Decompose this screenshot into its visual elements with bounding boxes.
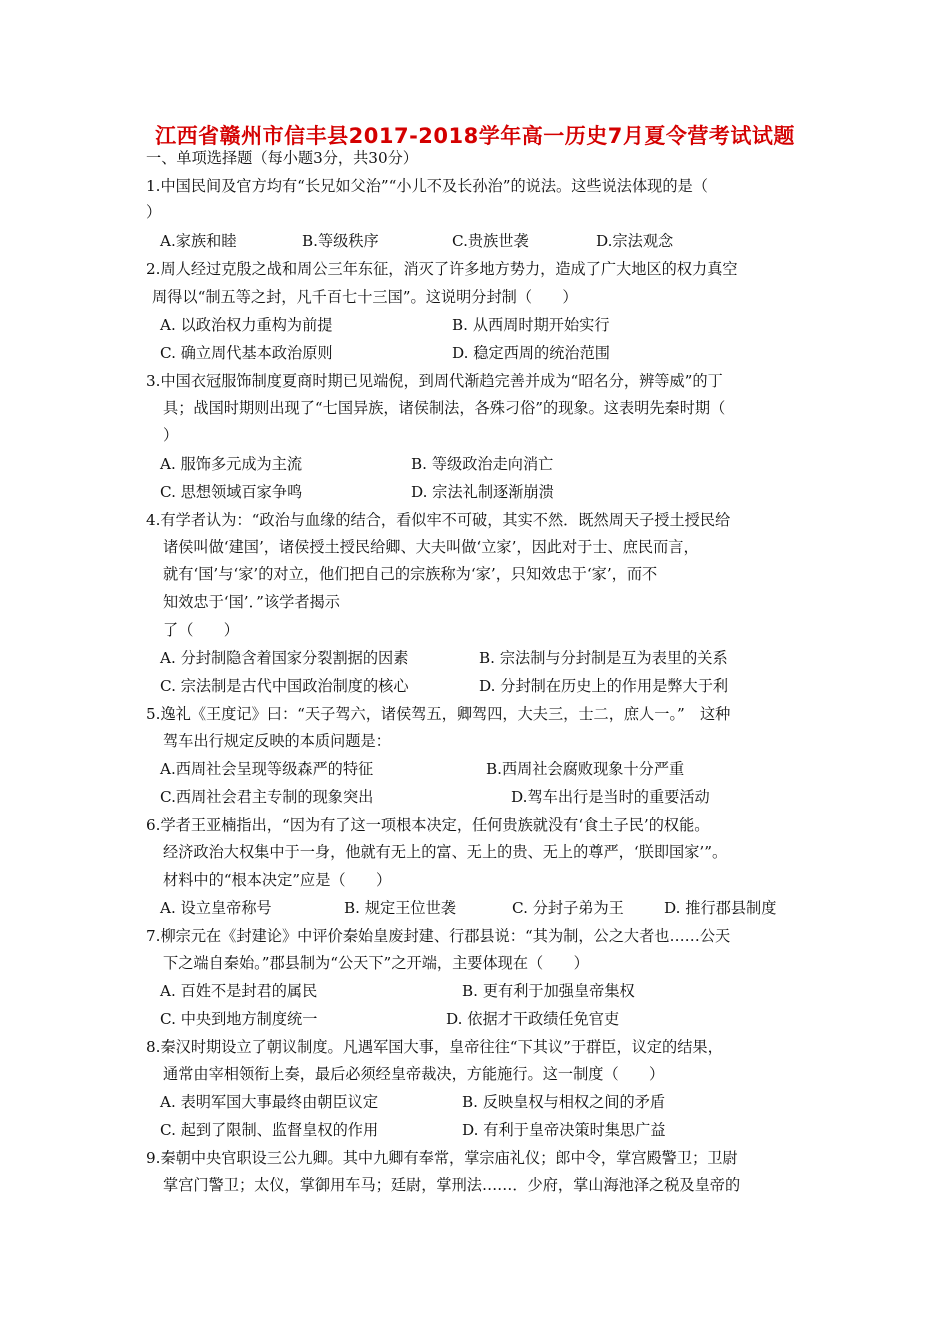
question-8-line-2: 通常由宰相领衔上奏，最后必须经皇帝裁决，方能施行。这一制度（ ） xyxy=(163,1065,665,1083)
question-7-line-1: 7.柳宗元在《封建论》中评价秦始皇废封建、行郡县说：“其为制，公之大者也……公天 xyxy=(146,927,731,945)
question-4-line-5: 了（ ） xyxy=(163,621,239,639)
section-heading: 一、单项选择题（每小题3分，共30分） xyxy=(146,149,418,167)
q8-option-a: A. 表明军国大事最终由朝臣议定 xyxy=(160,1093,379,1111)
question-4-line-3: 就有‘国’与‘家’的对立，他们把自己的宗族称为‘家’，只知效忠于‘家’，而不 xyxy=(163,565,658,583)
q2-option-d: D. 稳定西周的统治范围 xyxy=(452,344,610,362)
q3-option-d: D. 宗法礼制逐渐崩溃 xyxy=(411,483,554,501)
question-9-line-2: 掌宫门警卫；太仪，掌御用车马；廷尉，掌刑法……．少府，掌山海池泽之税及皇帝的 xyxy=(163,1176,741,1194)
question-4-line-2: 诸侯叫做‘建国’，诸侯授土授民给卿、大夫叫做‘立家’，因此对于士、庶民而言， xyxy=(163,538,699,556)
q5-option-c: C.西周社会君主专制的现象突出 xyxy=(160,788,374,806)
question-6-line-1: 6.学者王亚楠指出，“因为有了这一项根本决定，任何贵族就没有‘食土子民’的权能。 xyxy=(146,816,710,834)
q4-option-c: C. 宗法制是古代中国政治制度的核心 xyxy=(160,677,409,695)
question-3-line-1: 3.中国衣冠服饰制度夏商时期已见端倪，到周代渐趋完善并成为“昭名分，辨等威”的丁 xyxy=(146,372,723,390)
q4-option-a: A. 分封制隐含着国家分裂割据的因素 xyxy=(160,649,409,667)
question-6-line-3: 材料中的“根本决定”应是（ ） xyxy=(163,871,392,889)
q7-option-c: C. 中央到地方制度统一 xyxy=(160,1010,318,1028)
q1-option-b: B.等级秩序 xyxy=(302,232,379,250)
q8-option-b: B. 反映皇权与相权之间的矛盾 xyxy=(462,1093,666,1111)
question-4-line-4: 知效忠于‘国’．”该学者揭示 xyxy=(163,593,340,611)
q2-option-c: C. 确立周代基本政治原则 xyxy=(160,344,333,362)
q3-option-a: A. 服饰多元成为主流 xyxy=(160,455,303,473)
q6-option-d: D. 推行郡县制度 xyxy=(664,899,777,917)
q7-option-b: B. 更有利于加强皇帝集权 xyxy=(462,982,635,1000)
question-3-line-3: ） xyxy=(163,426,179,444)
question-7-line-2: 下之端自秦始。”郡县制为“公天下”之开端，主要体现在（ ） xyxy=(163,954,589,972)
q8-option-c: C. 起到了限制、监督皇权的作用 xyxy=(160,1121,379,1139)
q5-option-a: A.西周社会呈现等级森严的特征 xyxy=(160,760,374,778)
q1-option-a: A.家族和睦 xyxy=(160,232,237,250)
q3-option-c: C. 思想领域百家争鸣 xyxy=(160,483,303,501)
q5-option-b: B.西周社会腐败现象十分严重 xyxy=(486,760,685,778)
q1-option-d: D.宗法观念 xyxy=(596,232,674,250)
question-1-line-2: ） xyxy=(146,203,162,221)
q7-option-d: D. 依据才干政绩任免官吏 xyxy=(446,1010,620,1028)
question-9-line-1: 9.秦朝中央官职设三公九卿。其中九卿有奉常，掌宗庙礼仪；郎中令，掌宫殿警卫；卫尉 xyxy=(146,1149,738,1167)
q4-option-b: B. 宗法制与分封制是互为表里的关系 xyxy=(479,649,728,667)
question-8-line-1: 8.秦汉时期设立了朝议制度。凡遇军国大事，皇帝往往“下其议”于群臣，议定的结果， xyxy=(146,1038,723,1056)
question-3-line-2: 具；战国时期则出现了“七国异族，诸侯制法，各殊刁俗”的现象。这表明先秦时期（ xyxy=(163,399,726,417)
q1-option-c: C.贵族世袭 xyxy=(452,232,529,250)
question-4-line-1: 4.有学者认为：“政治与血缘的结合，看似牢不可破，其实不然．既然周天子授土授民给 xyxy=(146,511,731,529)
question-1-line-1: 1.中国民间及官方均有“长兄如父治”“小儿不及长孙治”的说法。这些说法体现的是（ xyxy=(146,177,708,195)
q8-option-d: D. 有利于皇帝决策时集思广益 xyxy=(462,1121,666,1139)
q7-option-a: A. 百姓不是封君的属民 xyxy=(160,982,318,1000)
q2-option-b: B. 从西周时期开始实行 xyxy=(452,316,610,334)
q6-option-c: C. 分封子弟为王 xyxy=(512,899,624,917)
question-5-line-1: 5.逸礼《王度记》曰：“天子驾六，诸侯驾五，卿驾四，大夫三，士二，庶人一。” 这种 xyxy=(146,705,731,723)
q2-option-a: A. 以政治权力重构为前提 xyxy=(160,316,333,334)
question-5-line-2: 驾车出行规定反映的本质问题是： xyxy=(163,732,391,750)
q6-option-b: B. 规定王位世袭 xyxy=(344,899,456,917)
q4-option-d: D. 分封制在历史上的作用是弊大于利 xyxy=(479,677,729,695)
question-2-line-2: 周得以“制五等之封，凡千百七十三国”。这说明分封制（ ） xyxy=(152,288,578,306)
exam-title: 江西省赣州市信丰县2017-2018学年高一历史7月夏令营考试试题 xyxy=(155,124,795,148)
q5-option-d: D.驾车出行是当时的重要活动 xyxy=(511,788,710,806)
q6-option-a: A. 设立皇帝称号 xyxy=(160,899,272,917)
question-2-line-1: 2.周人经过克殷之战和周公三年东征，消灭了许多地方势力，造成了广大地区的权力真空 xyxy=(146,260,738,278)
q3-option-b: B. 等级政治走向消亡 xyxy=(411,455,554,473)
question-6-line-2: 经济政治大权集中于一身，他就有无上的富、无上的贵、无上的尊严，‘朕即国家’”。 xyxy=(163,843,728,861)
